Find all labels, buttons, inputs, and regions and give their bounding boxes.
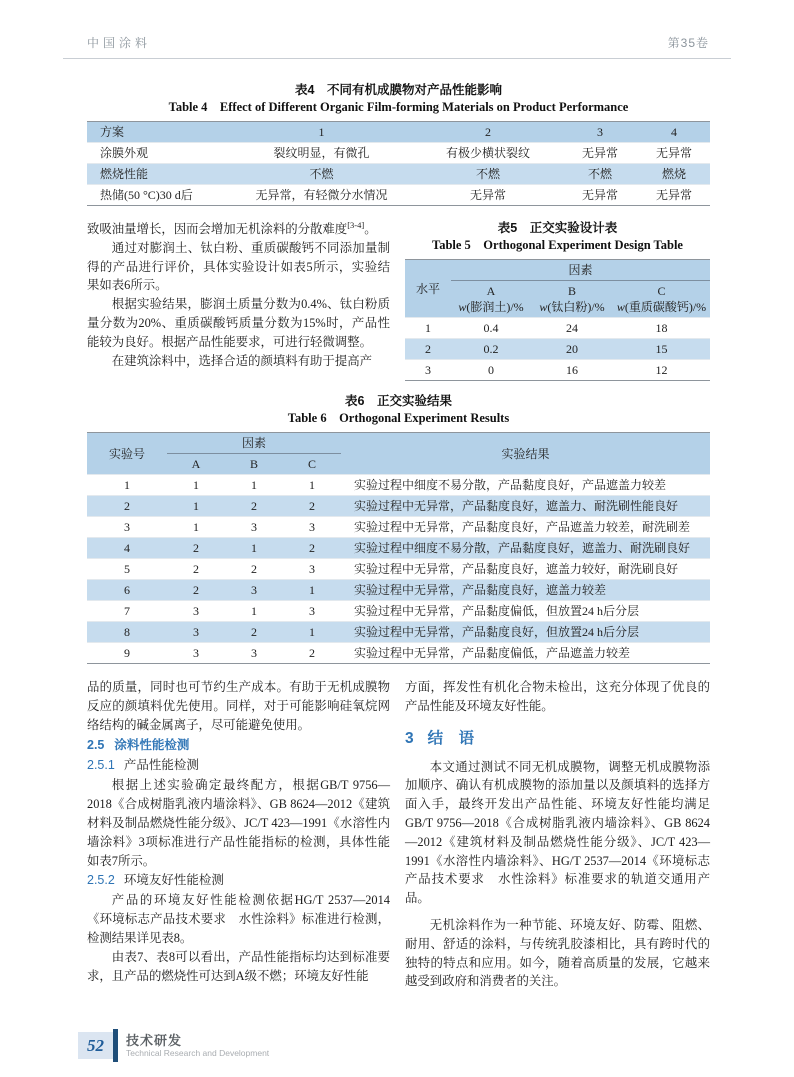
table-cell: 无异常 (581, 146, 618, 160)
table-cell: 不燃 (587, 167, 612, 181)
table-cell: 2 (251, 499, 257, 513)
paragraph: 无机涂料作为一种节能、环境友好、防霉、阻燃、耐用、舒适的涂料，与传统乳胶漆相比，具有跨时代的独特的特点和应用。如今，随着高质量的发展，它越来越受到政府和消费者的关注。 (405, 917, 710, 989)
factor-letter: A (486, 284, 496, 298)
volume-label: 第35卷 (667, 36, 709, 50)
factor-group-header: 因素 (167, 433, 341, 454)
paragraph (87, 220, 390, 239)
factor-letter: C (657, 284, 666, 298)
table-cell: 3 (309, 520, 315, 534)
variable-sub: (重质碳酸钙)/% (624, 300, 707, 314)
table-cell: 2 (309, 541, 315, 555)
table-cell: 1 (251, 604, 257, 618)
table-cell: 1 (425, 321, 431, 335)
section-title: 结 语 (427, 729, 475, 747)
page-footer (78, 1029, 269, 1062)
table4-title-zh: 表4 不同有机成膜物对产品性能影响 (295, 83, 502, 97)
table-header-cell (613, 281, 710, 318)
table-row (405, 339, 710, 360)
table-cell: 不燃 (475, 167, 500, 181)
paragraph: 本文通过测试不同无机成膜物，调整无机成膜物添加顺序、确认有机成膜物的添加量以及颜填料的选择方面入手，最终开发出产品性能、环境友好性能均满足GB/T 9756—2018《合成树脂乳液内墙涂料》、GB 8624—2012《建筑材料及制品燃烧性能分级》、JC/T 423—1991《水溶性内墙涂料》、HG/T 2537—2014《环境标志产品技术要求 水性涂料》标准要求的轨道交通用产品。 (405, 759, 710, 906)
table-cell: 15 (655, 342, 668, 356)
variable-sub: (钛白粉)/% (547, 300, 605, 314)
variable-sub: (膨润土)/% (466, 300, 524, 314)
table-cell: 3 (124, 520, 130, 534)
table-cell: 涂膜外观 (100, 146, 149, 160)
table-cell: 实验过程中无异常，产品黏度偏低，但放置24 h后分层 (354, 604, 640, 618)
table-cell: 9 (124, 646, 130, 660)
table5 (405, 259, 710, 381)
table-cell: 无异常 (655, 146, 692, 160)
table-cell: 3 (251, 646, 257, 660)
right-column-top (405, 220, 710, 381)
table-cell: 无异常 (655, 188, 692, 202)
paragraph: 方面，挥发性有机化合物未检出，这充分体现了优良的产品性能及环境友好性能。 (405, 680, 710, 713)
table-header-cell: 3 (597, 125, 603, 139)
table-cell: 无异常 (469, 188, 506, 202)
table-row (87, 601, 710, 622)
table-header-cell: B (249, 457, 258, 471)
table-cell: 3 (309, 604, 315, 618)
table-cell: 2 (425, 342, 431, 356)
table-cell: 2 (124, 499, 130, 513)
table-cell: 裂纹明显，有微孔 (273, 146, 370, 160)
table4-header-row (87, 122, 710, 143)
table-cell: 实验过程中无异常，产品黏度良好，但放置24 h后分层 (354, 625, 640, 639)
table-cell: 12 (655, 363, 668, 377)
factor-variable (616, 299, 707, 315)
table-cell: 1 (193, 478, 199, 492)
table-row (87, 475, 710, 496)
table-cell: 燃烧性能 (100, 167, 149, 181)
table-header-cell: 实验号 (108, 446, 145, 461)
table6 (87, 432, 710, 664)
paragraph: 在建筑涂料中，选择合适的颜填料有助于提高产 (111, 353, 372, 368)
table-row (405, 360, 710, 381)
section-title: 产品性能检测 (123, 758, 199, 773)
table-header-cell: 1 (318, 125, 325, 139)
citation-ref: [3-4] (347, 219, 365, 230)
table-cell: 2 (251, 562, 257, 576)
table-cell: 16 (566, 363, 578, 377)
table-cell: 3 (251, 520, 257, 534)
table-cell: 实验过程中无异常，产品黏度良好，遮盖力、耐洗刷性能良好 (354, 499, 679, 513)
page-number: 52 (78, 1032, 113, 1059)
table-cell: 无异常 (581, 188, 618, 202)
table-cell: 1 (251, 478, 257, 492)
table-cell: 3 (193, 604, 199, 618)
section-heading-2-5 (87, 736, 390, 755)
table-cell: 实验过程中无异常，产品黏度良好，产品遮盖力较差，耐洗刷差 (354, 520, 691, 534)
table-cell: 有极少横状裂纹 (445, 146, 530, 160)
section-title: 涂料性能检测 (114, 738, 190, 753)
table-cell: 1 (193, 520, 199, 534)
table-header-cell: 2 (485, 125, 491, 139)
table-cell: 实验过程中无异常，产品黏度偏低，产品遮盖力较差 (354, 646, 631, 660)
table-header-cell: 水平 (415, 281, 440, 296)
table-cell: 实验过程中细度不易分散，产品黏度良好，遮盖力、耐洗刷良好 (354, 541, 691, 555)
footer-section-labels (126, 1033, 269, 1059)
variable-symbol: w (539, 300, 548, 314)
table-row (87, 559, 710, 580)
table-row (87, 622, 710, 643)
right-column-bottom (405, 678, 710, 991)
table6-title-zh: 表6 正交实验结果 (345, 394, 452, 408)
table6-header-row (87, 433, 710, 454)
section-number: 2.5 (87, 738, 105, 753)
table-row (87, 580, 710, 601)
subsection-heading-2-5-1 (87, 756, 390, 775)
left-column-bottom (87, 678, 390, 991)
footer-divider-bar (113, 1029, 118, 1062)
table-cell: 2 (251, 625, 257, 639)
factor-letter: B (567, 284, 576, 298)
factor-variable (534, 299, 610, 315)
table-row (87, 185, 710, 206)
table5-subheader-row (405, 281, 710, 318)
journal-title: 中国涂料 (87, 36, 152, 50)
table5-title-en: Table 5 Orthogonal Experiment Design Table (432, 238, 683, 252)
upper-two-column (87, 220, 710, 381)
table-header-cell (531, 281, 613, 318)
section-number: 2.5.1 (87, 758, 115, 773)
table-cell: 8 (124, 625, 130, 639)
factor-group-header: 因素 (451, 260, 710, 281)
variable-symbol: w (458, 300, 467, 314)
table-cell: 实验过程中无异常，产品黏度良好，遮盖力较好，耐洗刷良好 (354, 562, 679, 576)
table-cell: 3 (251, 583, 257, 597)
table-cell: 7 (124, 604, 130, 618)
table-row (87, 538, 710, 559)
table-header-cell: 4 (671, 125, 677, 139)
paragraph: 根据上述实验确定最终配方，根据GB/T 9756—2018《合成树脂乳液内墙涂料》、GB 8624—2012《建筑材料及制品燃烧性能分级》、JC/T 423—1991《水溶性内墙涂料》3项标准进行产品性能指标的检测，具体性能如表7所示。 (87, 778, 390, 868)
table-cell: 6 (124, 583, 130, 597)
table-header-cell: 方案 (100, 125, 125, 139)
table-cell: 3 (193, 646, 199, 660)
table-row (87, 496, 710, 517)
table-cell: 2 (193, 583, 199, 597)
table4-title-en: Table 4 Effect of Different Organic Film-forming Materials on Product Performance (168, 100, 629, 114)
table-cell: 2 (193, 562, 199, 576)
table-cell: 实验过程中无异常，产品黏度良好，遮盖力较差 (354, 583, 607, 597)
table-header-cell: C (307, 457, 316, 471)
factor-variable (454, 299, 528, 315)
table-row (405, 318, 710, 339)
table-cell: 3 (425, 363, 431, 377)
table-cell: 2 (309, 499, 315, 513)
paragraph-text: 致吸油量增长，因而会增加无机涂料的分散难度 (87, 222, 348, 236)
paragraph: 根据实验结果，膨润土质量分数为0.4%、钛白粉质量分数为20%、重质碳酸钙质量分数为15%时，产品性能较为良好。根据产品性能要求，可进行轻微调整。 (87, 297, 390, 349)
table-row (87, 164, 710, 185)
section-number: 3 (405, 729, 414, 747)
table-cell: 2 (193, 541, 199, 555)
table-cell: 0.4 (483, 321, 499, 335)
table6-block (87, 393, 710, 664)
table-cell: 实验过程中细度不易分散，产品黏度良好，产品遮盖力较差 (354, 478, 667, 492)
table-cell: 1 (193, 499, 199, 513)
table-cell: 1 (251, 541, 257, 555)
table-cell: 燃烧 (661, 167, 686, 181)
section-title: 环境友好性能检测 (123, 873, 224, 888)
variable-symbol: w (616, 300, 625, 314)
table-cell: 无异常，有轻微分水情况 (255, 188, 388, 202)
table-header-cell: 实验结果 (501, 446, 550, 461)
footer-section-en: Technical Research and Development (126, 1047, 270, 1058)
table-cell: 0 (488, 363, 494, 377)
table-cell: 1 (124, 478, 130, 492)
table-cell: 1 (309, 625, 315, 639)
table-cell: 3 (309, 562, 315, 576)
table-row (87, 143, 710, 164)
table-header-cell: A (191, 457, 201, 471)
table-cell: 1 (309, 583, 315, 597)
table-cell: 0.2 (483, 342, 499, 356)
table-cell: 20 (566, 342, 578, 356)
running-head (63, 34, 731, 59)
footer-section-zh: 技术研发 (126, 1032, 183, 1048)
paragraph: 由表7、表8可以看出，产品性能指标均达到标准要求，且产品的燃烧性可达到A级不燃；环境友好性能 (87, 949, 390, 983)
table-row (87, 517, 710, 538)
page-content (87, 82, 710, 991)
table5-title-zh: 表5 正交实验设计表 (497, 221, 618, 235)
paragraph: 通过对膨润土、钛白粉、重质碳酸钙不同添加量制得的产品进行评价，具体实验设计如表5所示，实验结果如表6所示。 (87, 240, 390, 293)
table-cell: 2 (309, 646, 315, 660)
table-cell: 24 (566, 321, 578, 335)
chapter-heading-3 (405, 728, 710, 750)
table4-block (87, 82, 710, 206)
table-cell: 4 (124, 541, 130, 555)
paragraph: 产品的环境友好性能检测依据HG/T 2537—2014《环境标志产品技术要求 水性涂料》标准进行检测，检测结果详见表8。 (87, 893, 390, 945)
table-cell: 18 (655, 321, 668, 335)
table6-title-en: Table 6 Orthogonal Experiment Results (287, 411, 510, 425)
paragraph: 品的质量，同时也可节约生产成本。有助于无机成膜物反应的颜填料优先使用。同样，对于可能影响硅氧烷网络结构的碱金属离子，尽可能避免使用。 (87, 680, 390, 732)
lower-two-column (87, 678, 710, 991)
table-cell: 热储(50 °C)30 d后 (100, 188, 193, 202)
table-cell: 1 (309, 478, 315, 492)
table-cell: 5 (124, 562, 130, 576)
paragraph-text: 。 (364, 222, 377, 236)
table4 (87, 121, 710, 206)
left-column-top (87, 220, 390, 381)
table-cell: 3 (193, 625, 199, 639)
table-header-cell (451, 281, 531, 318)
subsection-heading-2-5-2 (87, 871, 390, 890)
table-row (87, 643, 710, 664)
table-cell: 不燃 (309, 167, 334, 181)
table5-header-row (405, 260, 710, 281)
section-number: 2.5.2 (87, 873, 115, 888)
